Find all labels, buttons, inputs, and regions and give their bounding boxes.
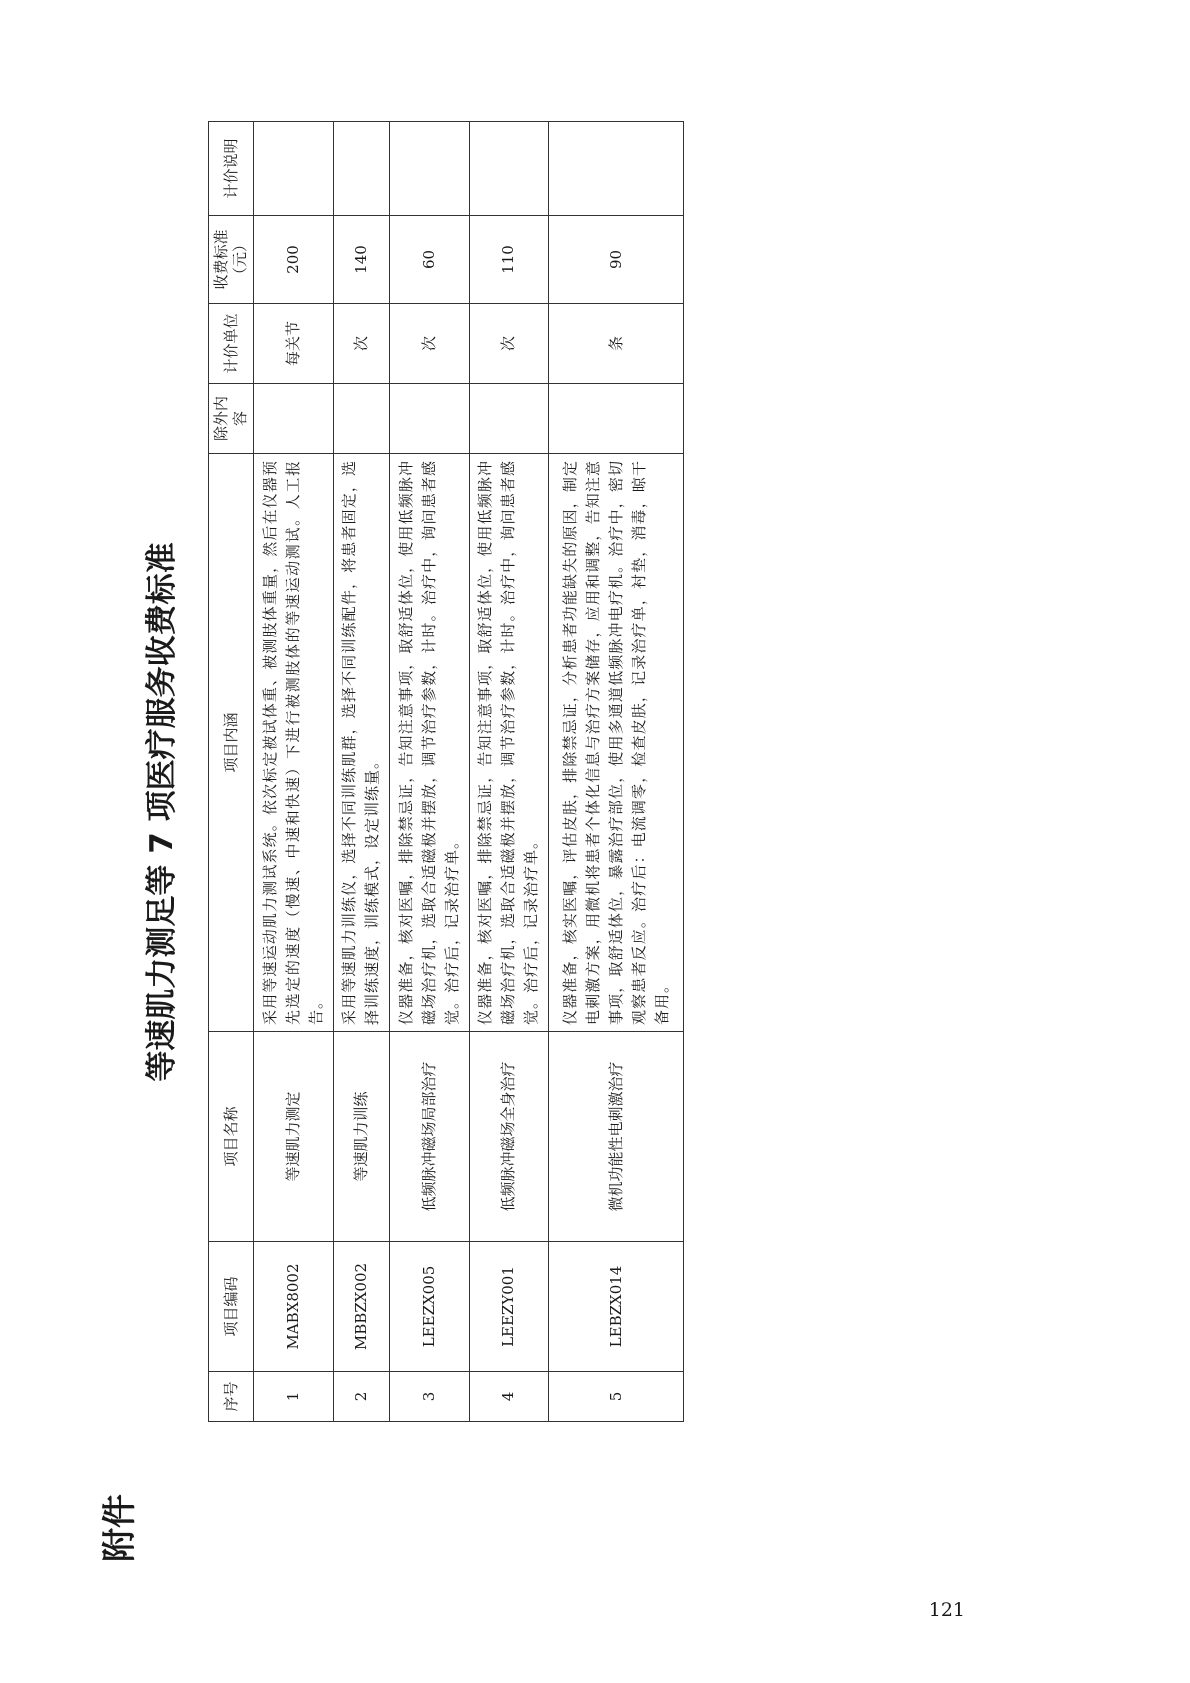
row-code: MABX8002: [254, 1242, 334, 1372]
table-row: [549, 122, 684, 1422]
row-unit: 每关节: [254, 304, 334, 384]
row-unit: 次: [333, 304, 389, 384]
rotated-page-content: [100, 112, 671, 1562]
row-notes: [469, 122, 549, 216]
row-content: 采用等速运动肌力测试系统。依次标定被试体重、被测肢体重量，然后在仪器预先选定的速度（慢速、中速和快速）下进行被测肢体的等速运动测试。人工报告。: [254, 454, 334, 1032]
table-header-row: [209, 122, 254, 1422]
row-content: 仪器准备，核对医嘱，排除禁忌证，告知注意事项，取舒适体位，使用低频脉冲磁场治疗机，选取合适磁极并摆放，调节治疗参数，计时。治疗中，询问患者感觉。治疗后，记录治疗单。: [389, 454, 469, 1032]
page-number: 121: [928, 1599, 965, 1621]
document-title: 等速肌力测足等 7 项医疗服务收费标准: [144, 542, 180, 1082]
row-price: 90: [549, 216, 684, 304]
header-name: 项目名称: [209, 1032, 254, 1242]
row-price: 60: [389, 216, 469, 304]
row-exclusions: [389, 384, 469, 454]
table-row: [389, 122, 469, 1422]
row-seq: 4: [469, 1372, 549, 1422]
row-price: 110: [469, 216, 549, 304]
row-code: LEBZX014: [549, 1242, 684, 1372]
row-name: 低频脉冲磁场局部治疗: [389, 1032, 469, 1242]
row-unit: 次: [389, 304, 469, 384]
row-notes: [389, 122, 469, 216]
row-exclusions: [254, 384, 334, 454]
row-seq: 5: [549, 1372, 684, 1422]
row-name: 微机功能性电刺激治疗: [549, 1032, 684, 1242]
row-content: 仪器准备，核实医嘱，评估皮肤，排除禁忌证，分析患者功能缺失的原因，制定电刺激方案，用微机将患者个体化信息与治疗方案储存，应用和调整，告知注意事项，取舒适体位，暴露治疗部位，使用多通道低频脉冲电疗机。治疗中，密切观察患者反应。治疗后：电流调零，检查皮肤，记录治疗单，衬垫，消毒，晾干备用。: [549, 454, 684, 1032]
table-row: [469, 122, 549, 1422]
row-unit: 条: [549, 304, 684, 384]
row-notes: [333, 122, 389, 216]
row-exclusions: [333, 384, 389, 454]
row-name: 等速肌力训练: [333, 1032, 389, 1242]
row-seq: 3: [389, 1372, 469, 1422]
header-unit: 计价单位: [209, 304, 254, 384]
row-seq: 2: [333, 1372, 389, 1422]
header-exclusions: 除外内容: [209, 384, 254, 454]
row-unit: 次: [469, 304, 549, 384]
row-code: LEEZX005: [389, 1242, 469, 1372]
header-notes: 计价说明: [209, 122, 254, 216]
row-price: 140: [333, 216, 389, 304]
row-exclusions: [469, 384, 549, 454]
header-content: 项目内涵: [209, 454, 254, 1032]
row-code: LEEZY001: [469, 1242, 549, 1372]
row-notes: [254, 122, 334, 216]
header-price: 收费标准（元）: [209, 216, 254, 304]
row-exclusions: [549, 384, 684, 454]
row-name: 低频脉冲磁场全身治疗: [469, 1032, 549, 1242]
table-row: [333, 122, 389, 1422]
row-code: MBBZX002: [333, 1242, 389, 1372]
fee-standard-table: [208, 121, 684, 1422]
row-content: 采用等速肌力训练仪，选择不同训练肌群，选择不同训练配件，将患者固定，选择训练速度，训练模式，设定训练量。: [333, 454, 389, 1032]
row-price: 200: [254, 216, 334, 304]
table-row: [254, 122, 334, 1422]
row-name: 等速肌力测定: [254, 1032, 334, 1242]
header-seq: 序号: [209, 1372, 254, 1422]
attachment-label: 附件: [100, 1494, 140, 1562]
row-content: 仪器准备，核对医嘱，排除禁忌证，告知注意事项，取舒适体位，使用低频脉冲磁场治疗机，选取合适磁极并摆放，调节治疗参数，计时。治疗中，询问患者感觉。治疗后，记录治疗单。: [469, 454, 549, 1032]
row-notes: [549, 122, 684, 216]
header-code: 项目编码: [209, 1242, 254, 1372]
row-seq: 1: [254, 1372, 334, 1422]
